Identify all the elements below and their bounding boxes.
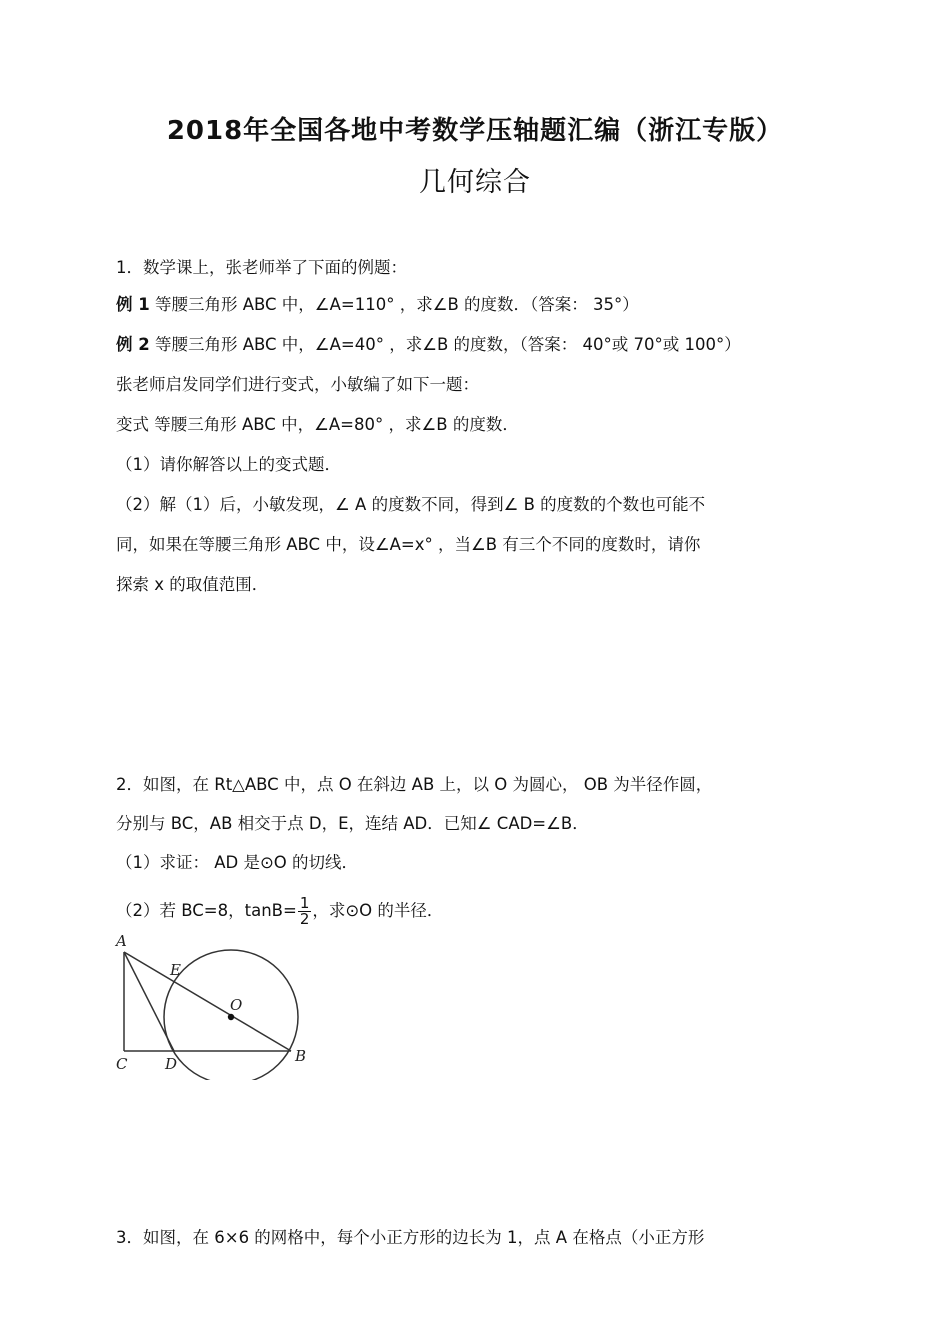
q2-geometry-figure xyxy=(110,930,330,1080)
q2-part-2-post: ，求⊙O 的半径． xyxy=(312,901,444,920)
q1-example-1-label: 例 1 xyxy=(116,295,150,314)
q1-part-2b: 同，如果在等腰三角形 ABC 中，设∠A=x° ，当∠B 有三个不同的度数时，请你 xyxy=(116,535,701,554)
tan-fraction xyxy=(298,896,312,927)
q1-example-1 xyxy=(116,294,836,316)
label-b: B xyxy=(295,1047,307,1065)
doc-title: 2018年全国各地中考数学压轴题汇编（浙江专版） xyxy=(166,116,784,146)
q1-part-2c: 探索 x 的取值范围． xyxy=(116,575,269,594)
label-d: D xyxy=(165,1055,178,1073)
q2-part-1: （1）求证： AD 是⊙O 的切线． xyxy=(116,853,359,872)
q2-line-1: 2．如图，在 Rt△ABC 中，点 O 在斜边 AB 上，以 O 为圆心， OB 为半径作圆， xyxy=(116,775,713,794)
label-c: C xyxy=(116,1055,128,1073)
fraction-denominator: 2 xyxy=(299,910,310,928)
fraction-numerator: 1 xyxy=(299,894,310,912)
q2-part-2 xyxy=(116,896,836,927)
q1-example-2-text: 等腰三角形 ABC 中，∠A=40° ，求∠B 的度数，（答案： 40°或 70°或 100°） xyxy=(149,335,741,354)
label-a: A xyxy=(116,932,127,950)
q1-example-2 xyxy=(116,334,836,356)
q3-line-1: 3．如图，在 6×6 的网格中，每个小正方形的边长为 1，点 A 在格点（小正方形 xyxy=(116,1228,705,1247)
label-e: E xyxy=(170,961,181,979)
doc-subtitle: 几何综合 xyxy=(419,167,531,198)
q1-intro: 1．数学课上，张老师举了下面的例题： xyxy=(116,258,407,277)
q1-example-1-text: 等腰三角形 ABC 中，∠A=110° ，求∠B 的度数．（答案： 35°） xyxy=(149,295,639,314)
q2-line-2: 分别与 BC，AB 相交于点 D，E，连结 AD．已知∠ CAD=∠B． xyxy=(116,814,589,833)
q1-example-2-label: 例 2 xyxy=(116,335,150,354)
q1-part-1: （1）请你解答以上的变式题． xyxy=(116,455,341,474)
label-o: O xyxy=(230,996,243,1014)
center-point-o xyxy=(228,1014,234,1020)
q2-part-2-pre: （2）若 BC=8，tanB= xyxy=(116,901,297,920)
q1-part-2a: （2）解（1）后，小敏发现，∠ A 的度数不同，得到∠ B 的度数的个数也可能不 xyxy=(116,495,706,514)
q1-line-4: 张老师启发同学们进行变式，小敏编了如下一题： xyxy=(116,375,479,394)
q1-variant: 变式 等腰三角形 ABC 中，∠A=80° ，求∠B 的度数． xyxy=(116,415,519,434)
